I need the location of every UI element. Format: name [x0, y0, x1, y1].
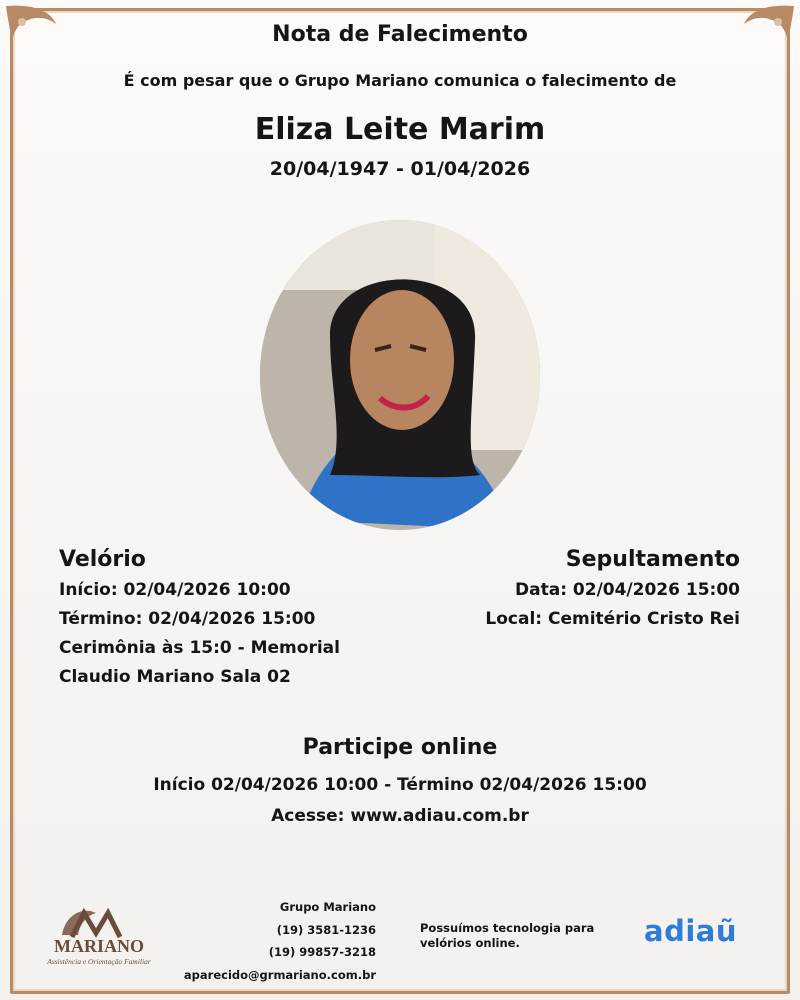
online-site-link[interactable]: Acesse: www.adiau.com.br — [271, 806, 529, 826]
adiau-logo: adiaũ — [644, 914, 737, 948]
velorio-line: Cerimônia às 15:0 - Memorial — [59, 638, 340, 658]
contact-phone[interactable]: (19) 3581-1236 — [276, 922, 376, 937]
sepultamento-line: Data: 02/04/2026 15:00 — [515, 580, 740, 600]
sepultamento-section — [420, 547, 740, 634]
mariano-logo-tagline: Assistência e Orientação Familiar — [47, 957, 151, 966]
portrait-photo — [260, 220, 540, 530]
grupo-mariano-logo — [44, 905, 154, 967]
velorio-heading: Velório — [59, 547, 146, 572]
velorio-line: Início: 02/04/2026 10:00 — [59, 580, 291, 600]
contact-block — [156, 896, 376, 986]
mariano-logo-text: MARIANO — [54, 936, 144, 956]
sepultamento-line: Local: Cemitério Cristo Rei — [485, 609, 740, 629]
contact-company: Grupo Mariano — [279, 900, 376, 914]
tech-message: Possuímos tecnologia para velórios online. — [420, 921, 595, 950]
contact-email[interactable]: aparecido@grmariano.com.br — [183, 967, 376, 982]
velorio-line: Claudio Mariano Sala 02 — [59, 667, 291, 687]
deceased-name: Eliza Leite Marim — [254, 112, 546, 147]
online-times: Início 02/04/2026 10:00 - Término 02/04/2026 15:00 — [153, 775, 647, 795]
notice-subtitle: É com pesar que o Grupo Mariano comunica o falecimento de — [123, 71, 677, 90]
contact-phone[interactable]: (19) 99857-3218 — [268, 945, 376, 959]
velorio-line: Término: 02/04/2026 15:00 — [59, 609, 316, 629]
online-title: Participe online — [302, 735, 498, 760]
life-dates: 20/04/1947 - 01/04/2026 — [269, 158, 531, 180]
notice-title: Nota de Falecimento — [272, 22, 528, 47]
sepultamento-heading: Sepultamento — [565, 547, 740, 572]
velorio-section — [59, 547, 389, 692]
